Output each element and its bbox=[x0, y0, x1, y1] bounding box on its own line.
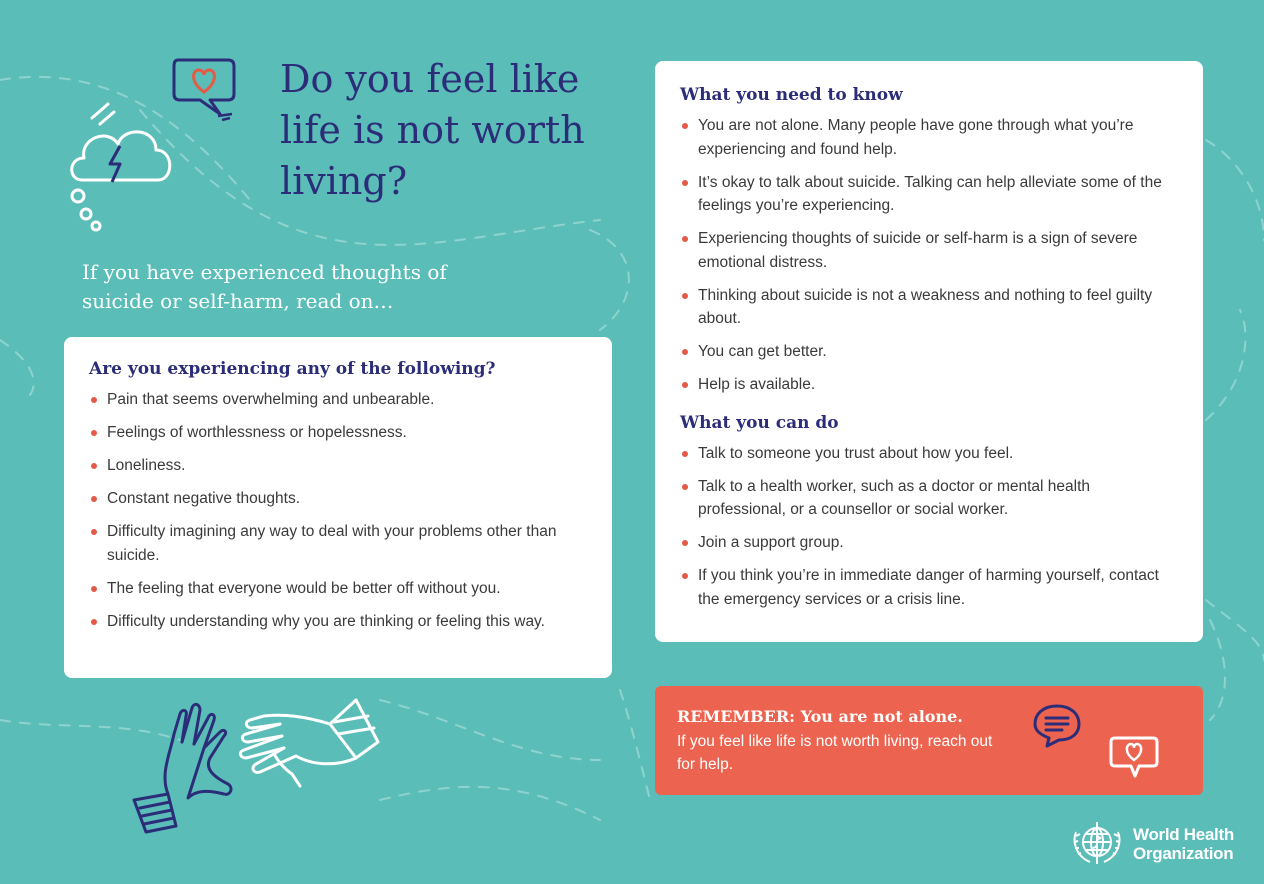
experiencing-card bbox=[64, 337, 612, 678]
who-logo bbox=[1068, 818, 1248, 868]
list-item: Thinking about suicide is not a weakness and nothing to feel guilty about. bbox=[680, 284, 1178, 331]
heart-chat-icon bbox=[1109, 734, 1161, 780]
storm-cloud-icon bbox=[64, 90, 182, 234]
who-logo-line1: World Health bbox=[1133, 825, 1234, 844]
list-item: Feelings of worthlessness or hopelessness. bbox=[89, 421, 587, 445]
list-item: Loneliness. bbox=[89, 454, 587, 478]
list-item: Talk to someone you trust about how you feel. bbox=[680, 442, 1178, 466]
list-item: It’s okay to talk about suicide. Talking can help alleviate some of the feelings you’re experiencing. bbox=[680, 171, 1178, 218]
who-emblem-icon bbox=[1068, 818, 1126, 870]
list-item: Talk to a health worker, such as a doctor or mental health professional, or a counsellor or social worker. bbox=[680, 475, 1178, 522]
list-item: The feeling that everyone would be better off without you. bbox=[89, 577, 587, 601]
list-item: Difficulty imagining any way to deal with your problems other than suicide. bbox=[89, 520, 587, 567]
speech-bubble-icon bbox=[1031, 702, 1083, 748]
reaching-hands-icon bbox=[124, 694, 386, 840]
who-logo-line2: Organization bbox=[1133, 844, 1234, 863]
need-to-know-list bbox=[680, 114, 1178, 397]
info-card bbox=[655, 61, 1203, 642]
list-item: Help is available. bbox=[680, 373, 1178, 397]
experiencing-heading: Are you experiencing any of the following? bbox=[89, 359, 496, 379]
list-item: You are not alone. Many people have gone through what you’re experiencing and found help. bbox=[680, 114, 1178, 161]
list-item: Constant negative thoughts. bbox=[89, 487, 587, 511]
list-item: Experiencing thoughts of suicide or self-harm is a sign of severe emotional distress. bbox=[680, 227, 1178, 274]
can-do-heading: What you can do bbox=[680, 412, 839, 433]
list-item: Difficulty understanding why you are thinking or feeling this way. bbox=[89, 610, 587, 634]
page-subtitle: If you have experienced thoughts of suicide or self-harm, read on… bbox=[82, 260, 447, 313]
list-item: If you think you’re in immediate danger of harming yourself, contact the emergency services or a crisis line. bbox=[680, 564, 1178, 611]
experiencing-list bbox=[89, 388, 587, 633]
remember-banner bbox=[655, 686, 1203, 795]
who-logo-text bbox=[1133, 825, 1234, 863]
list-item: Pain that seems overwhelming and unbearable. bbox=[89, 388, 587, 412]
remember-heading: REMEMBER: You are not alone. bbox=[677, 707, 963, 726]
can-do-list bbox=[680, 442, 1178, 612]
list-item: You can get better. bbox=[680, 340, 1178, 364]
remember-body: If you feel like life is not worth living, reach out for help. bbox=[677, 733, 993, 773]
page-title: Do you feel like life is not worth living? bbox=[280, 57, 585, 203]
list-item: Join a support group. bbox=[680, 531, 1178, 555]
need-to-know-heading: What you need to know bbox=[680, 85, 903, 105]
